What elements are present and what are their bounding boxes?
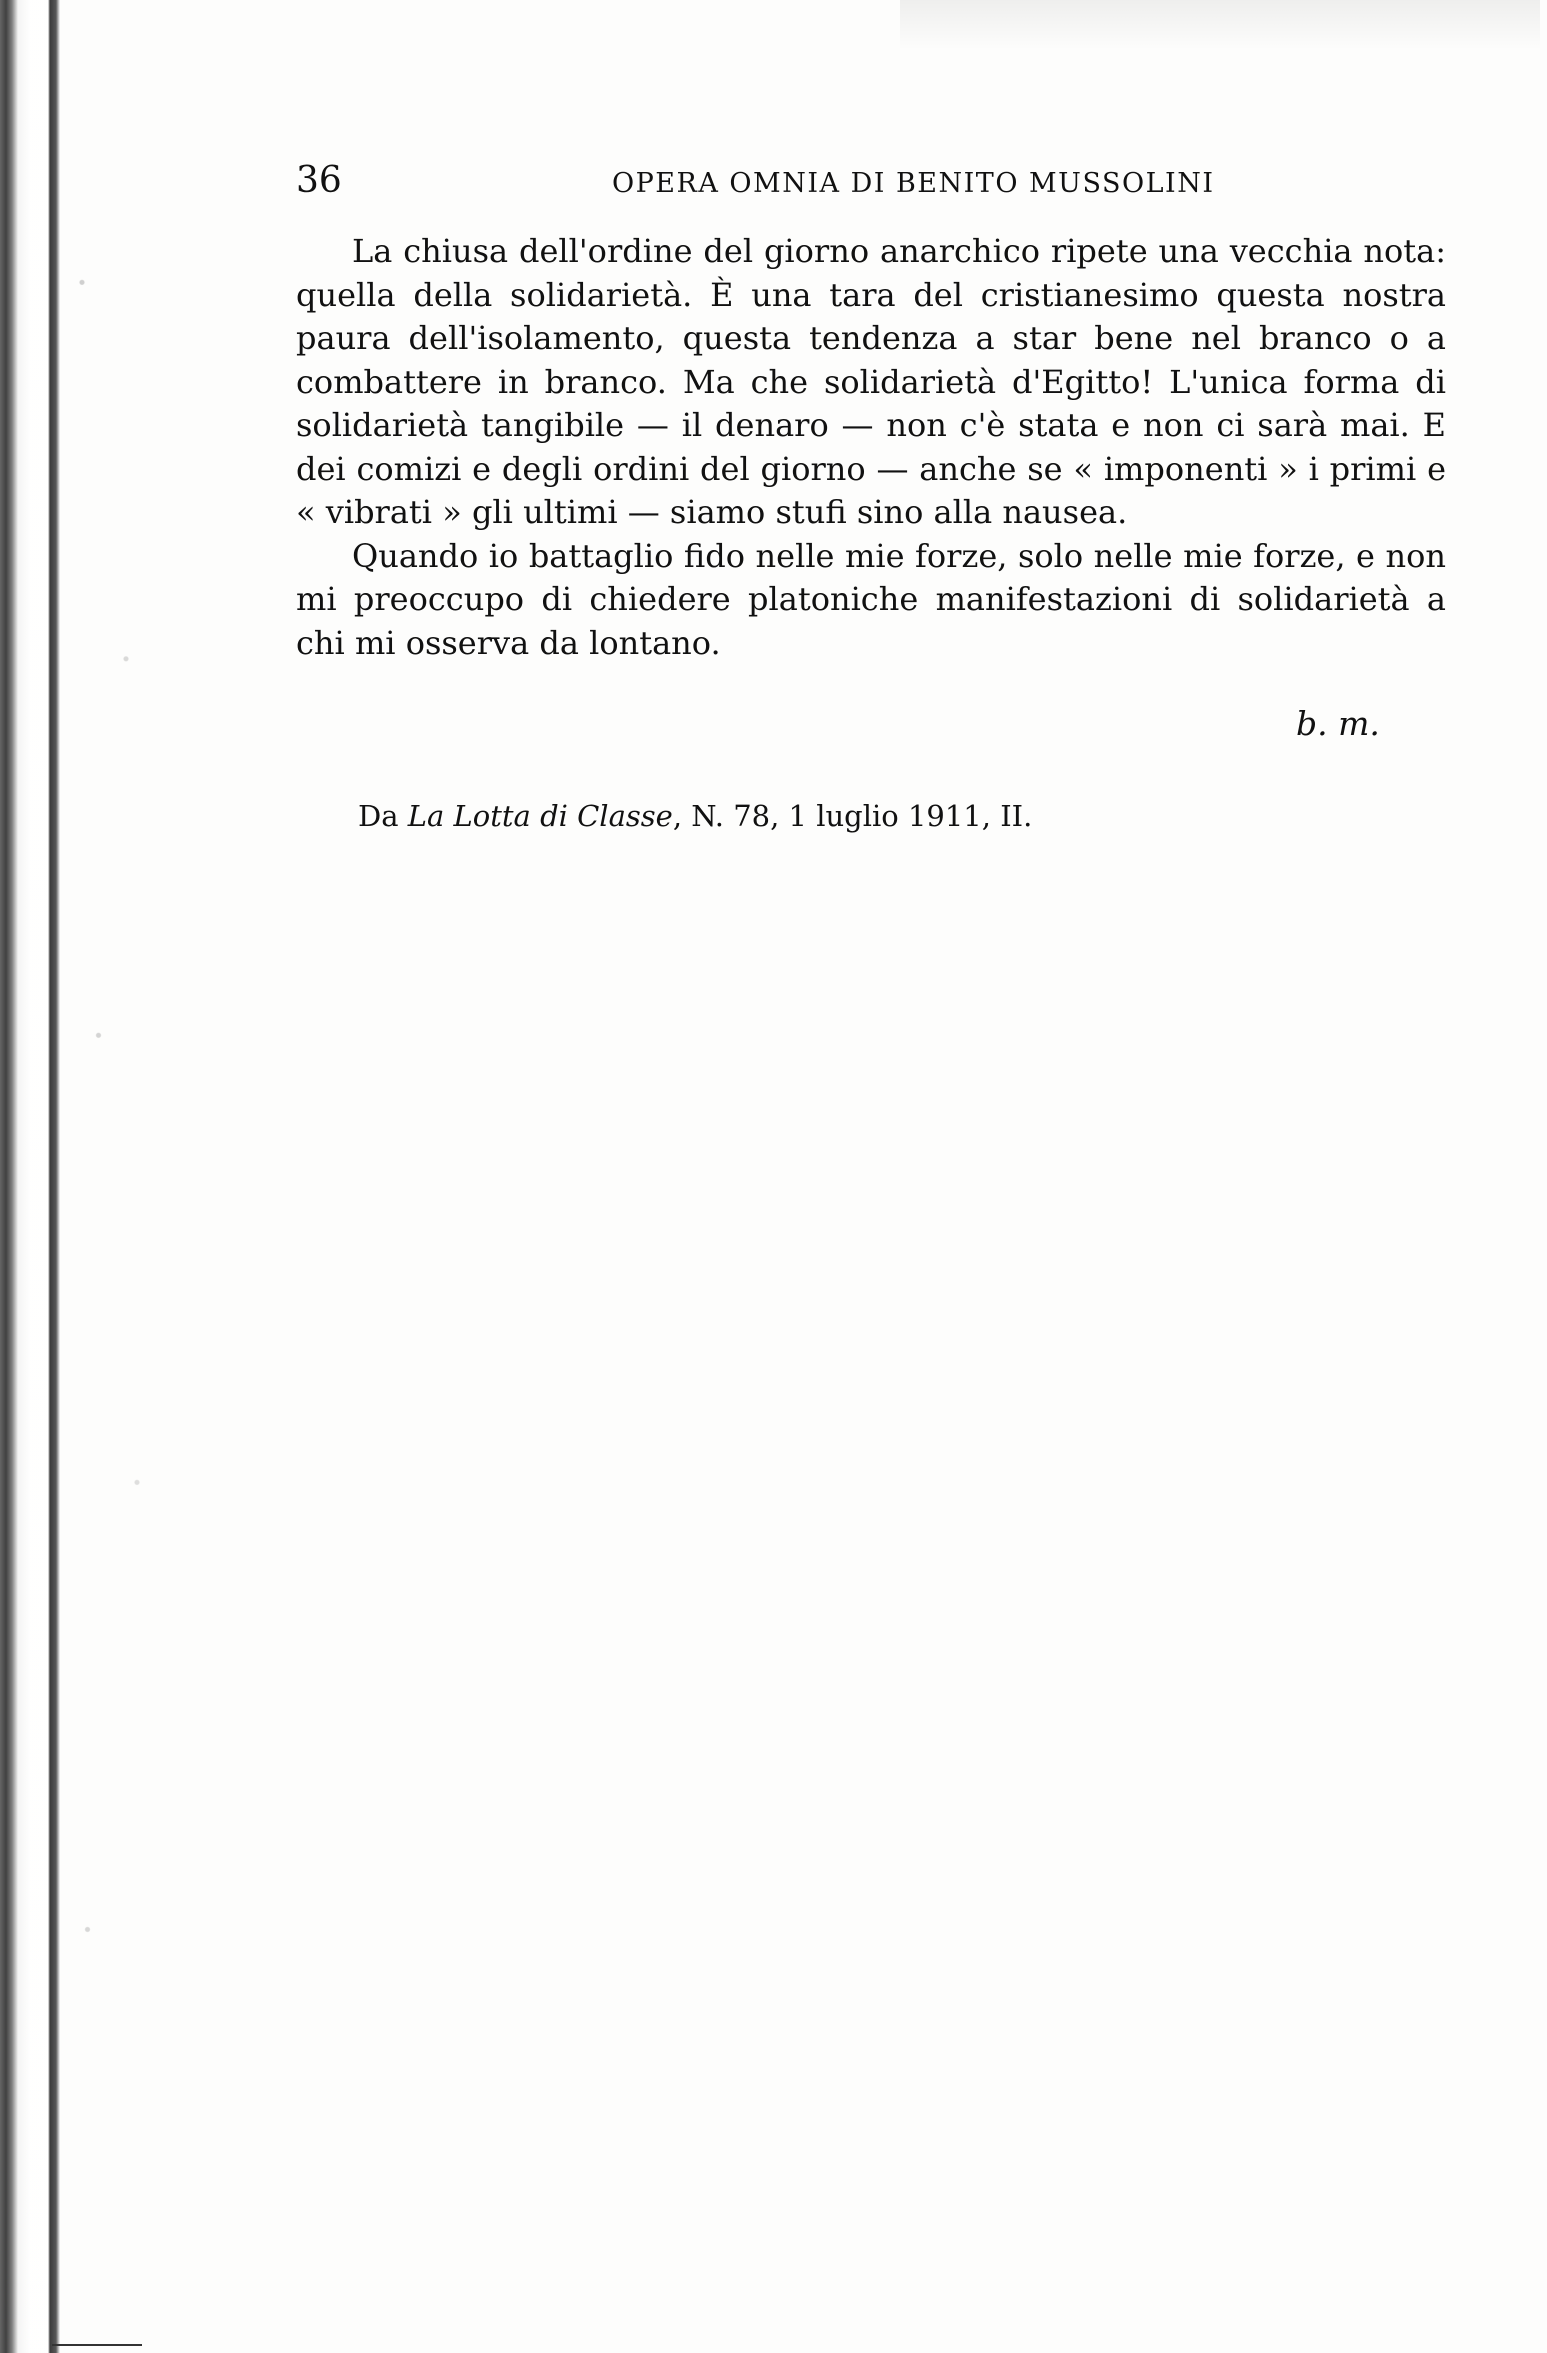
source-details: , N. 78, 1 luglio 1911, II. bbox=[672, 799, 1033, 833]
source-publication: La Lotta di Classe bbox=[407, 799, 673, 833]
binding-shadow bbox=[0, 0, 60, 2353]
author-signature: b. m. bbox=[1296, 704, 1380, 743]
running-head: OPERA OMNIA DI BENITO MUSSOLINI bbox=[612, 168, 1215, 199]
scan-edge-mark bbox=[52, 2344, 142, 2346]
page-number: 36 bbox=[296, 160, 342, 201]
paragraph: La chiusa dell'ordine del giorno anarchico ripete una vecchia nota: quella della solidarietà. È una tara del cristianesimo questa nostra paura dell'isolamento, questa tendenza a star bene nel branco o a combattere in branco. Ma che solidarietà d'Egitto! L'unica forma di solidarietà tangibile — il denaro — non c'è stata e non ci sarà mai. E dei comizi e degli ordini del giorno — anche se « imponenti » i primi e « vibrati » gli ultimi — siamo stufi sino alla nausea. bbox=[296, 232, 1446, 531]
scan-speckle bbox=[60, 0, 170, 2353]
source-prefix: Da bbox=[358, 799, 408, 833]
page-header bbox=[296, 158, 1426, 208]
paragraph: Quando io battaglio fido nelle mie forze, solo nelle mie forze, e non mi preoccupo di chiedere platoniche manifestazioni di solidarietà a chi mi osserva da lontano. bbox=[296, 536, 1446, 662]
source-note bbox=[358, 796, 1032, 836]
scan-top-noise bbox=[900, 0, 1540, 50]
article-body bbox=[296, 230, 1446, 665]
